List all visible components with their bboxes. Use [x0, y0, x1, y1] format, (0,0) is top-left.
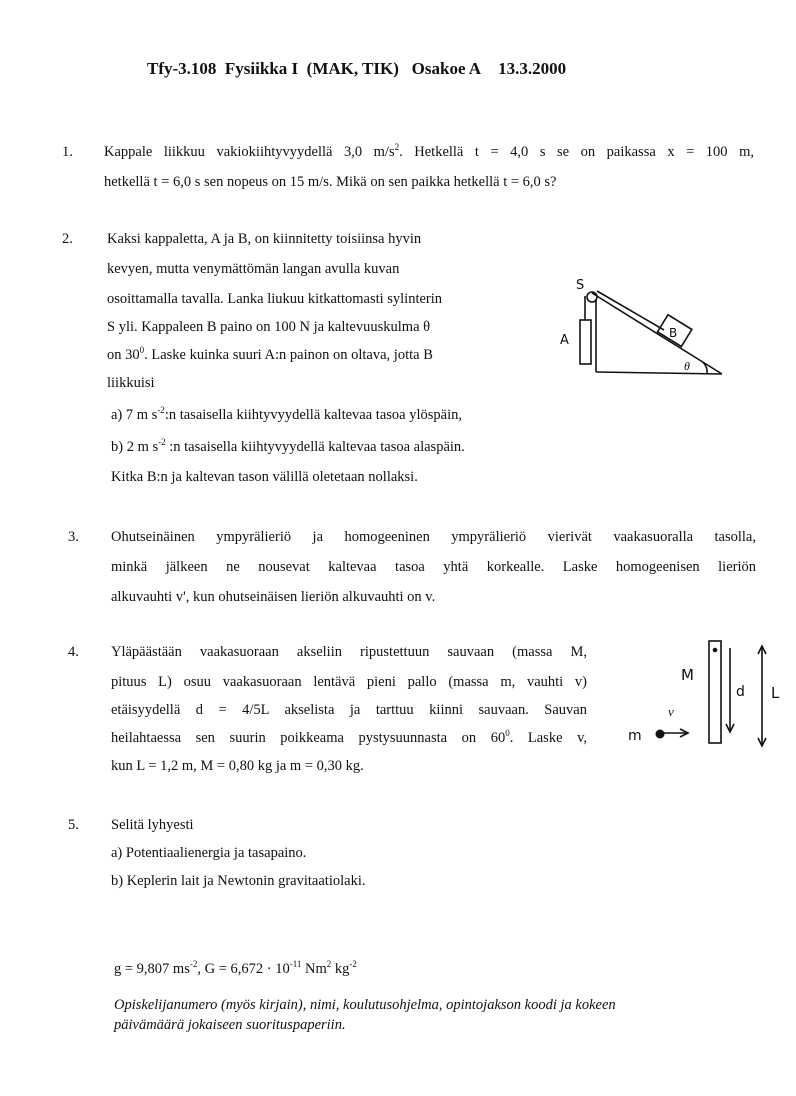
- problem-text-line: liikkuisi: [107, 375, 155, 391]
- problem-text-line: kun L = 1,2 m, M = 0,80 kg ja m = 0,30 kg.: [111, 758, 364, 774]
- text-fragment: on 30: [107, 347, 140, 363]
- physical-constants: [114, 959, 357, 977]
- text-fragment: kg: [331, 961, 350, 977]
- superscript: -2: [349, 959, 357, 969]
- text-fragment: :n tasaisella kiihtyvyydellä kaltevaa tasoa ylöspäin,: [164, 407, 462, 423]
- superscript: -11: [289, 959, 302, 969]
- problem-text-line: minkä jälkeen ne nousevat kaltevaa tasoa yhtä korkealle. Laske homogeenisen lieriön: [111, 559, 756, 575]
- problem-number: 3.: [68, 529, 79, 545]
- text-fragment: g = 9,807 ms: [114, 961, 190, 977]
- label-d: d: [736, 684, 745, 700]
- problem-text-line: alkuvauhti v', kun ohutseinäisen lieriön alkuvauhti on v.: [111, 589, 436, 605]
- problem-intro: Selitä lyhyesti: [111, 817, 194, 833]
- text-fragment: b) 2 m s: [111, 439, 159, 455]
- superscript: -2: [158, 437, 166, 447]
- text-fragment: a) 7 m s: [111, 407, 158, 423]
- problem-number: 2.: [62, 231, 73, 247]
- text-fragment: :n tasaisella kiihtyvyydellä kaltevaa tasoa alaspäin.: [165, 439, 465, 455]
- exam-date: 13.3.2000: [498, 59, 567, 78]
- subquestion-a: a) Potentiaalienergia ja tasapaino.: [111, 845, 307, 861]
- label-s: S: [576, 278, 585, 293]
- superscript: 0: [139, 345, 145, 355]
- course-code: Tfy-3.108: [147, 59, 217, 78]
- label-theta: θ: [684, 359, 690, 373]
- superscript: 2: [326, 959, 332, 969]
- problem-number: 5.: [68, 817, 79, 833]
- problem-number: 4.: [68, 644, 79, 660]
- course-programs: (MAK, TIK): [306, 59, 399, 78]
- problem-text-line: etäisyydellä d = 4/5L akselista ja tarttuu kiinni sauvaan. Sauvan: [111, 702, 587, 718]
- label-a: A: [560, 333, 569, 348]
- text-fragment: Kappale liikkuu vakiokiihtyvyydellä 3,0 m/s: [104, 144, 395, 160]
- problem-text-line: hetkellä t = 6,0 s sen nopeus on 15 m/s. Mikä on sen paikka hetkellä t = 6,0 s?: [104, 174, 557, 190]
- label-v: v: [668, 704, 674, 719]
- pivot: [714, 649, 717, 652]
- text-fragment: . Laske kuinka suuri A:n painon on oltava, jotta B: [144, 347, 433, 363]
- text-fragment: . Laske v,: [509, 730, 587, 746]
- text-fragment: Nm: [301, 961, 327, 977]
- problem-text-line: S yli. Kappaleen B paino on 100 N ja kaltevuuskulma θ: [107, 319, 431, 335]
- superscript: 0: [505, 728, 510, 738]
- problem-text-line: Ohutseinäinen ympyrälieriö ja homogeeninen ympyrälieriö vierivät vaakasuoralla tasolla,: [111, 529, 756, 545]
- problem-text-line: pituus L) osuu vaakasuoraan lentävä pieni pallo (massa m, vauhti v): [111, 674, 587, 690]
- instruction-line: päivämäärä jokaiseen suorituspaperiin.: [114, 1017, 346, 1033]
- label-b: B: [669, 326, 678, 340]
- course-name: Fysiikka I: [224, 59, 299, 78]
- problem-text-line: osoittamalla tavalla. Lanka liukuu kitkattomasti sylinterin: [107, 291, 443, 307]
- ball: [656, 730, 665, 739]
- problem-text-line: Kaksi kappaletta, A ja B, on kiinnitetty toisiinsa hyvin: [107, 231, 422, 247]
- problem-text-line: Yläpäästään vaakasuoraan akseliin ripustettuun sauvaan (massa M,: [111, 644, 587, 660]
- rod: [709, 641, 721, 743]
- instruction-line: Opiskelijanumero (myös kirjain), nimi, koulutusohjelma, opintojakson koodi ja kokeen: [114, 997, 616, 1013]
- superscript: -2: [189, 959, 198, 969]
- label-M: M: [681, 666, 694, 684]
- label-m: m: [628, 728, 642, 744]
- exam-part: Osakoe A: [411, 59, 482, 78]
- superscript: 2: [394, 142, 400, 152]
- text-fragment: , G = 6,672 · 10: [197, 961, 290, 977]
- text-fragment: . Hetkellä t = 4,0 s se on paikassa x = 100 m,: [399, 144, 754, 160]
- problem-number: 1.: [62, 144, 73, 160]
- problem-text-line: kevyen, mutta venymättömän langan avulla kuvan: [107, 261, 400, 277]
- problem-footnote: Kitka B:n ja kaltevan tason välillä oletetaan nollaksi.: [111, 469, 418, 485]
- label-L: L: [771, 684, 780, 702]
- superscript: -2: [157, 405, 165, 415]
- text-fragment: heilahtaessa sen suurin poikkeama pystysuunnasta on 60: [111, 730, 506, 746]
- subquestion-b: b) Keplerin lait ja Newtonin gravitaatiolaki.: [111, 873, 366, 889]
